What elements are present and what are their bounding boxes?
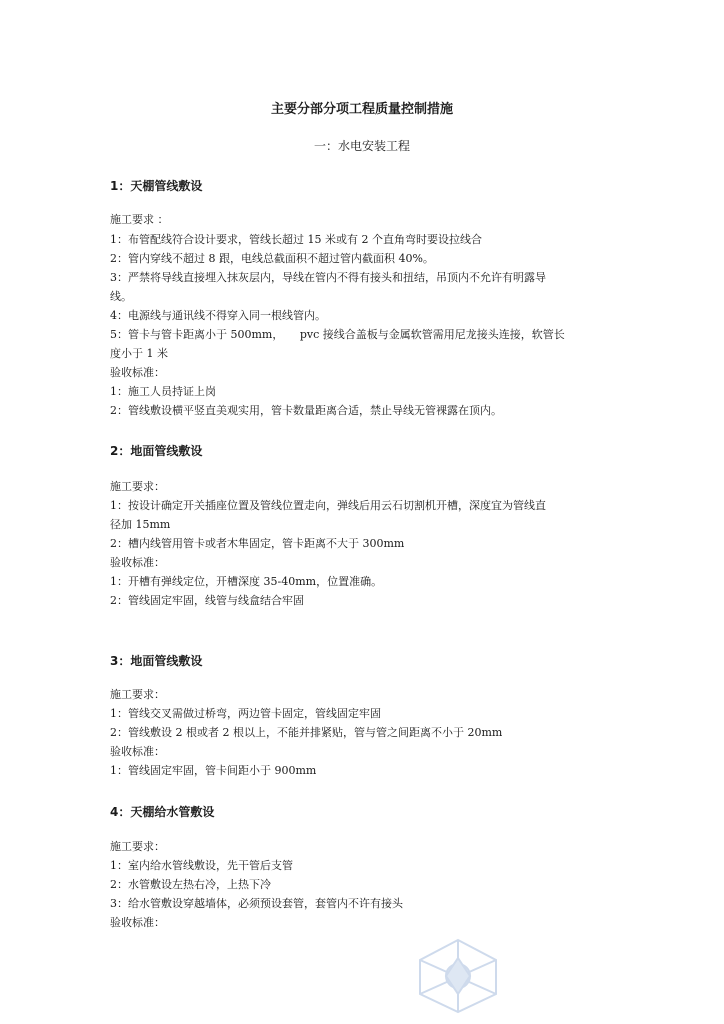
section-line: 3：给水管敷设穿越墙体，必须预设套管，套管内不许有接头 (110, 897, 403, 910)
section-line: 线。 (110, 290, 132, 303)
section-line: 1：施工人员持证上岗 (110, 385, 216, 398)
section-line: 4：电源线与通讯线不得穿入同一根线管内。 (110, 309, 326, 322)
section-line: 1：开槽有弹线定位，开槽深度 35-40mm，位置准确。 (110, 575, 383, 588)
section-line: 1：布管配线符合设计要求，管线长超过 15 米或有 2 个直角弯时要设拉线合 (110, 233, 482, 246)
section-heading: 2：地面管线敷设 (110, 444, 203, 458)
watermark-logo-icon (412, 936, 504, 1016)
section-line: 验收标准： (110, 745, 165, 758)
section-heading: 1：天棚管线敷设 (110, 179, 203, 193)
section-line: 验收标准： (110, 916, 165, 929)
section-line: 验收标准： (110, 366, 165, 379)
section-line: 3：严禁将导线直接埋入抹灰层内，导线在管内不得有接头和扭结，吊顶内不允许有明露导 (110, 271, 546, 284)
section-line: 1：管线固定牢固，管卡间距小于 900mm (110, 764, 317, 777)
section-line: 2：槽内线管用管卡或者木隼固定，管卡距离不大于 300mm (110, 537, 405, 550)
section-line: 1：室内给水管线敷设，先干管后支管 (110, 859, 293, 872)
section-line: 施工要求： (110, 480, 165, 493)
section-line: 施工要求： (110, 840, 165, 853)
section-heading: 4：天棚给水管敷设 (110, 805, 215, 819)
section-line: 1：按设计确定开关插座位置及管线位置走向，弹线后用云石切割机开槽，深度宜为管线直 (110, 499, 546, 512)
section-line: 径加 15mm (110, 518, 171, 531)
section-line: 2：管线敷设横平竖直美观实用，管卡数量距离合适，禁止导线无管裸露在顶内。 (110, 404, 502, 417)
section-line: 度小于 1 米 (110, 347, 168, 360)
section-line: 5：管卡与管卡距离小于 500mm， pvc 接线合盖板与金属软管需用尼龙接头连接，软管长 (110, 328, 565, 341)
section-line: 2：管内穿线不超过 8 跟，电线总截面积不超过管内截面积 40%。 (110, 252, 434, 265)
document-title: 主要分部分项工程质量控制措施 (270, 102, 453, 117)
section-line: 1：管线交叉需做过桥弯，两边管卡固定，管线固定牢固 (110, 707, 381, 720)
section-line: 施工要求： (110, 688, 165, 701)
section-line: 2：管线固定牢固，线管与线盒结合牢固 (110, 594, 304, 607)
section-line: 2：水管敷设左热右冷，上热下冷 (110, 878, 271, 891)
section-line: 施工要求 ： (110, 213, 169, 226)
section-line: 验收标准： (110, 556, 165, 569)
section-heading: 3：地面管线敷设 (110, 654, 203, 668)
document-subtitle: 一：水电安装工程 (313, 139, 410, 153)
section-line: 2：管线敷设 2 根或者 2 根以上，不能并排紧贴，管与管之间距离不小于 20mm (110, 726, 503, 739)
